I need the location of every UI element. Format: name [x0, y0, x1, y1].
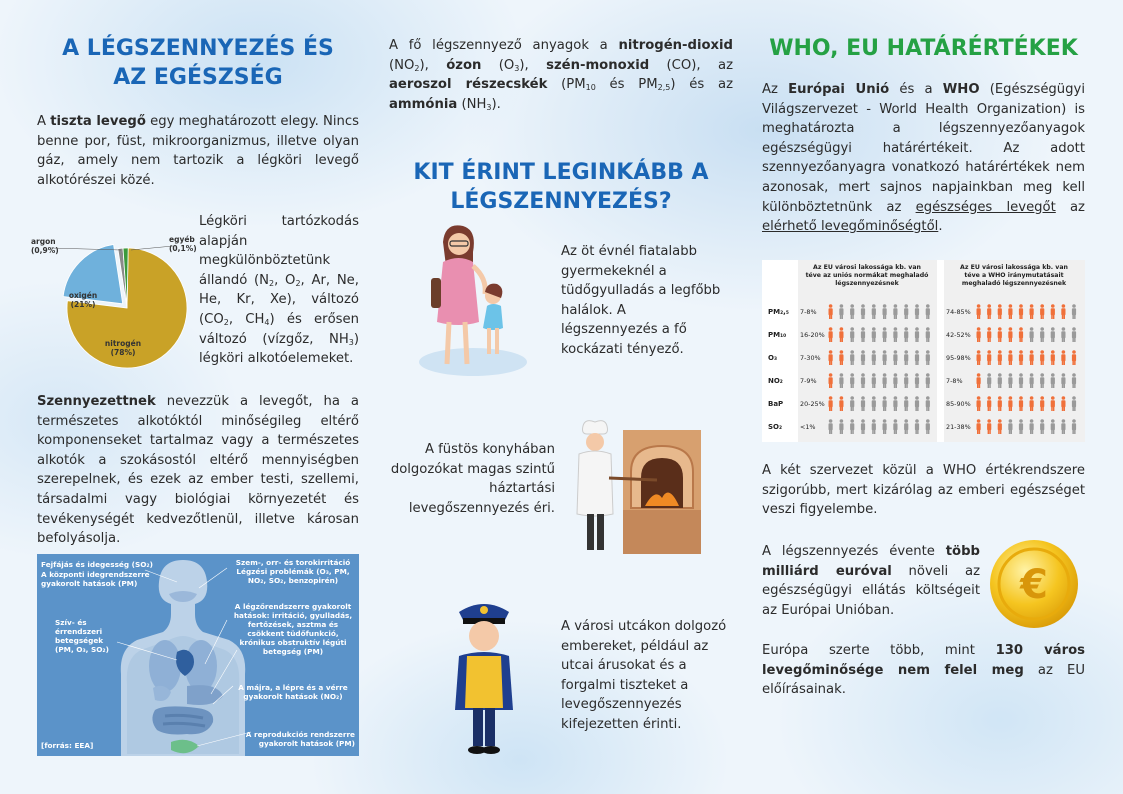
atmosphere-components-paragraph: Légköri tartózkodás alapján megkülönböztetünk állandó ($N_2$, $O_2$, Ar, Ne, He, Kr, Xe), változó ($CO_2$, $CH_4$) és erősen változó (vízgőz, $NH_3$) légköri alkotóelemeket.: [199, 214, 359, 367]
row-eu-value-4: 20-25%: [800, 400, 825, 408]
main-pollutants-paragraph: A fő légszennyező anyagok a nitrogén-dioxid $(NO_2)$, ózon $(O_3)$, szén-monoxid (CO), az aeroszol részecskék ($PM_{10}$ és $PM_{2,5}$) és az ammónia $(NH_3)$.: [389, 38, 733, 112]
row-who-value-4: 85-90%: [946, 400, 971, 408]
who-stricter-paragraph: A két szervezet közül a WHO értékrendszere szigorúbb, mert kizárólag az emberi egészséget veszi figyelembe.: [762, 463, 1085, 518]
pie-value-1: (21%): [70, 300, 96, 309]
row-who-value-1: 42-52%: [946, 331, 971, 339]
cost-paragraph: A légszennyezés évente több milliárd euróval növeli az egészségügyi ellátás költségeit az Európai Unióban.: [762, 544, 981, 618]
row-eu-value-5: <1%: [800, 423, 816, 431]
eu-who-limits-paragraph: Az Európai Unió és a WHO (Egészségügyi Világszervezet - World Health Organization) is meghatározta a légszennyezőanyagok egészségügyi határértékeit. Az adott szennyezőanyagra vonatkozó határértékek nem azonosak, mert sajnos napjainkban meg kell különböztetnünk az egészséges levegőt az elérhető levegőminőségtől.: [762, 82, 1085, 235]
label-cardio: Szív- és érrendszeri betegségek (PM, O₃, SO₂): [55, 618, 109, 654]
title-who-eu-limits: WHO, EU HATÁRÉRTÉKEK: [769, 36, 1078, 61]
title-who-is-affected: KIT ÉRINT LEGINKÁBB A LÉGSZENNYEZÉS?: [413, 160, 709, 214]
polluted-air-definition: Szennyezettnek nevezzük a levegőt, ha a természetes alkotóktól minőségileg eltérő komponenseket tartalmaz vagy a természetes alkotók a szokásostól eltérő mennyiségben szerepelnek, és ezek az ember testi, szellemi, társadalmi vagy biológiai környezetét és tevékenységét kedvezőtlenül, illetve károsan befolyásolja.: [37, 394, 359, 547]
row-eu-value-1: 16-20%: [800, 331, 825, 339]
exposure-table-graphic: [762, 260, 1085, 442]
pie-value-3: (0,1%): [169, 244, 197, 253]
exposure-comparison-table: [762, 260, 1085, 442]
row-eu-value-3: 7-9%: [800, 377, 817, 385]
cities-paragraph: Európa szerte több, mint 130 város levegőminősége nem felel meg az EU előírásainak.: [762, 643, 1086, 698]
children-risk-text: Az öt évnél fiatalabb gyermekeknél a tüdőgyulladás a legfőbb halálok. A légszennyezés a fő kockázati tényező.: [561, 244, 721, 357]
row-eu-value-2: 7-30%: [800, 354, 821, 362]
row-who-value-0: 74-85%: [946, 308, 971, 316]
pie-label-2: argon: [31, 237, 56, 246]
row-pollutant-2: O₃: [768, 354, 778, 362]
police-officer-illustration: [445, 596, 523, 756]
euro-coin-icon: [988, 538, 1080, 630]
label-respiratory: A légzőrendszerre gyakorolt hatások: irritáció, gyulladás, fertőzések, asztma és csökkent tüdőfunkció, krónikus obstruktív légúti betegség (PM): [233, 602, 353, 656]
street-workers-text: A városi utcákon dolgozó embereket, például az utcai árusokat és a forgalmi tiszteket a levegőszennyezés kifejezetten érinti.: [561, 619, 727, 732]
chef-oven-illustration: [565, 418, 701, 554]
mother-child-illustration: [417, 222, 529, 378]
row-who-value-5: 21-38%: [946, 423, 971, 431]
pie-value-0: (78%): [110, 348, 136, 357]
source-label: [forrás: EEA]: [41, 741, 94, 750]
title-air-pollution-health: A LÉGSZENNYEZÉS ÉS AZ EGÉSZSÉG: [62, 36, 334, 90]
row-pollutant-1: PM₁₀: [768, 331, 787, 339]
pie-label-1: oxigén: [68, 291, 98, 300]
table-header-eu: Az EU városi lakossága kb. van téve az uniós normákat meghaladó légszennyezésnek: [805, 264, 929, 287]
label-cns: A központi idegrendszerre gyakorolt hatások (PM): [41, 570, 150, 588]
row-who-value-2: 95-98%: [946, 354, 971, 362]
label-irritation: Szem-, orr- és torokirritáció Légzési problémák (O₃, PM, NO₂, SO₂, benzopirén): [235, 558, 351, 585]
kitchen-workers-text: A füstös konyhában dolgozókat magas szintű háztartási levegőszennyezés éri.: [390, 442, 555, 516]
pie-label-0: nitrogén: [104, 339, 142, 348]
label-liver: A májra, a lépre és a vérre gyakorolt hatások (NO₂): [238, 683, 348, 701]
row-pollutant-5: SO₂: [768, 423, 783, 431]
pie-leader-other: [131, 246, 173, 250]
table-header-who: Az EU városi lakossága kb. van téve a WHO iránymutatásait meghaladó légszennyezésnek: [960, 264, 1068, 287]
air-composition-pie-chart: [23, 226, 201, 386]
row-eu-value-0: 7-8%: [800, 308, 817, 316]
label-headache: Fejfájás és idegesség (SO₂): [41, 560, 153, 569]
svg-text:€: €: [1020, 562, 1048, 608]
row-pollutant-4: BaP: [768, 400, 784, 408]
label-reproductive: A reprodukciós rendszerre gyakorolt hatások (PM): [245, 730, 355, 748]
clean-air-paragraph: A tiszta levegő egy meghatározott elegy. Nincs benne por, füst, mikroorganizmus, illetve olyan gáz, amely nem tartozik a légköri levegő alkotórészei közé.: [37, 114, 359, 188]
row-who-value-3: 7-8%: [946, 377, 963, 385]
pie-value-2: (0,9%): [31, 246, 59, 255]
body-effects-figure: [37, 554, 359, 756]
pie-label-3: egyéb: [169, 235, 195, 244]
row-pollutant-0: PM₂,₅: [768, 308, 789, 316]
row-pollutant-3: NO₂: [768, 377, 783, 385]
